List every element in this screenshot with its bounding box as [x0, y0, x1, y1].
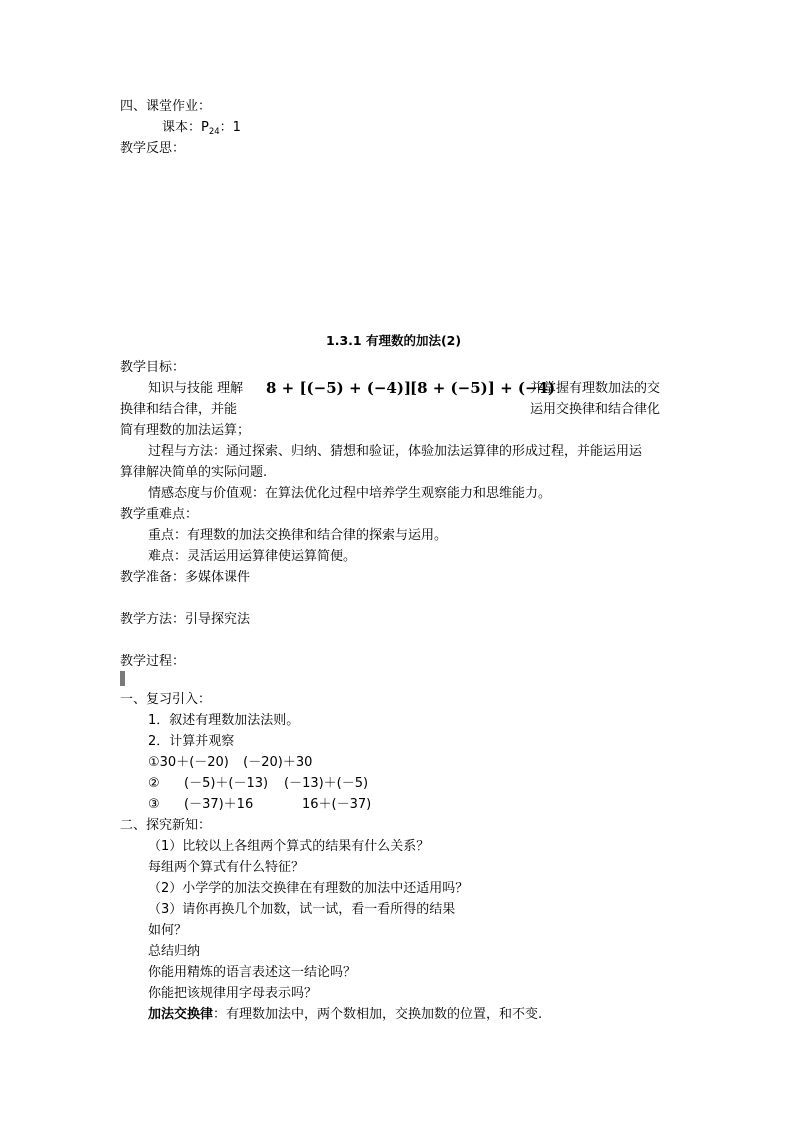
lesson-title: 1.3.1 有理数的加法(2) — [326, 333, 462, 348]
calc-1-a: ①30＋(－20) — [148, 755, 229, 770]
difficult-point: 难点：灵活运用运算律使运算简便。 — [148, 549, 357, 564]
calc-row-1 — [148, 755, 312, 771]
explore-question-1b: 每组两个算式有什么特征？ — [148, 860, 305, 875]
key-point: 重点：有理数的加法交换律和结合律的探索与运用。 — [148, 528, 448, 543]
calc-2-a: (－5)＋(－13) — [184, 776, 269, 791]
formula-associative-left — [266, 378, 411, 398]
commutative-law — [148, 1007, 542, 1023]
review-heading: 一、复习引入： — [120, 692, 212, 707]
homework-task — [162, 120, 241, 140]
calc-1-b: (－20)＋30 — [243, 755, 313, 770]
explore-ask-2: 你能把该规律用字母表示吗？ — [148, 986, 318, 1001]
key-points-heading: 教学重难点： — [120, 507, 199, 522]
process-heading: 教学过程： — [120, 654, 186, 669]
homework-task-prefix: 课本：P — [162, 120, 209, 135]
summary-label: 总结归纳 — [148, 944, 201, 959]
explore-question-2: （2）小学学的加法交换律在有理数的加法中还适用吗？ — [148, 881, 469, 896]
calc-3-b: 16＋(－37) — [302, 797, 372, 812]
calc-row-3-label: ③ — [148, 797, 160, 812]
preparation: 教学准备：多媒体课件 — [120, 570, 251, 585]
explore-ask-1: 你能用精炼的语言表述这一结论吗？ — [148, 965, 357, 980]
section-heading-homework: 四、课堂作业： — [120, 99, 212, 114]
explore-question-1: （1）比较以上各组两个算式的结果有什么关系？ — [148, 839, 430, 854]
objectives-heading: 教学目标： — [120, 360, 186, 375]
teaching-method: 教学方法：引导探究法 — [120, 612, 251, 627]
calc-2-b: (－13)＋(－5) — [284, 776, 369, 791]
review-item-1: 1．叙述有理数加法法则。 — [148, 713, 300, 728]
objective-knowledge-part2: 并掌握有理数加法的交 — [530, 381, 661, 396]
reflection-label: 教学反思： — [120, 141, 186, 156]
calc-3-a: (－37)＋16 — [184, 797, 254, 812]
commutative-law-text: ：有理数加法中，两个数相加，交换加数的位置，和不变. — [213, 1007, 543, 1022]
formula-right-text: [8 + (−5)] + (−4) — [410, 379, 556, 397]
explore-question-3: （3）请你再换几个加数，试一试，看一看所得的结果 — [148, 902, 456, 917]
objective-knowledge-part5: 简有理数的加法运算； — [120, 423, 251, 438]
objective-process-line2: 算律解决简单的实际问题. — [120, 465, 268, 480]
objective-emotion: 情感态度与价值观：在算法优化过程中培养学生观察能力和思维能力。 — [148, 486, 552, 501]
text-cursor-marker — [120, 671, 125, 686]
formula-left-text: 8 + [(−5) + (−4)] — [266, 379, 412, 397]
review-item-2: 2．计算并观察 — [148, 734, 235, 749]
objective-knowledge-part3: 换律和结合律，并能 — [120, 402, 238, 417]
objective-knowledge-part4: 运用交换律和结合律化 — [530, 402, 661, 417]
explore-heading: 二、探究新知： — [120, 818, 212, 833]
objective-process-line1: 过程与方法：通过探索、归纳、猜想和验证，体验加法运算律的形成过程，并能运用运 — [148, 444, 643, 459]
explore-question-3b: 如何？ — [148, 923, 188, 938]
homework-task-suffix: ：1 — [219, 120, 241, 135]
commutative-law-label: 加法交换律 — [148, 1007, 214, 1022]
homework-task-page: 24 — [208, 127, 220, 137]
calc-row-2-label: ② — [148, 776, 160, 791]
objective-knowledge-part1: 知识与技能 理解 — [148, 381, 244, 396]
